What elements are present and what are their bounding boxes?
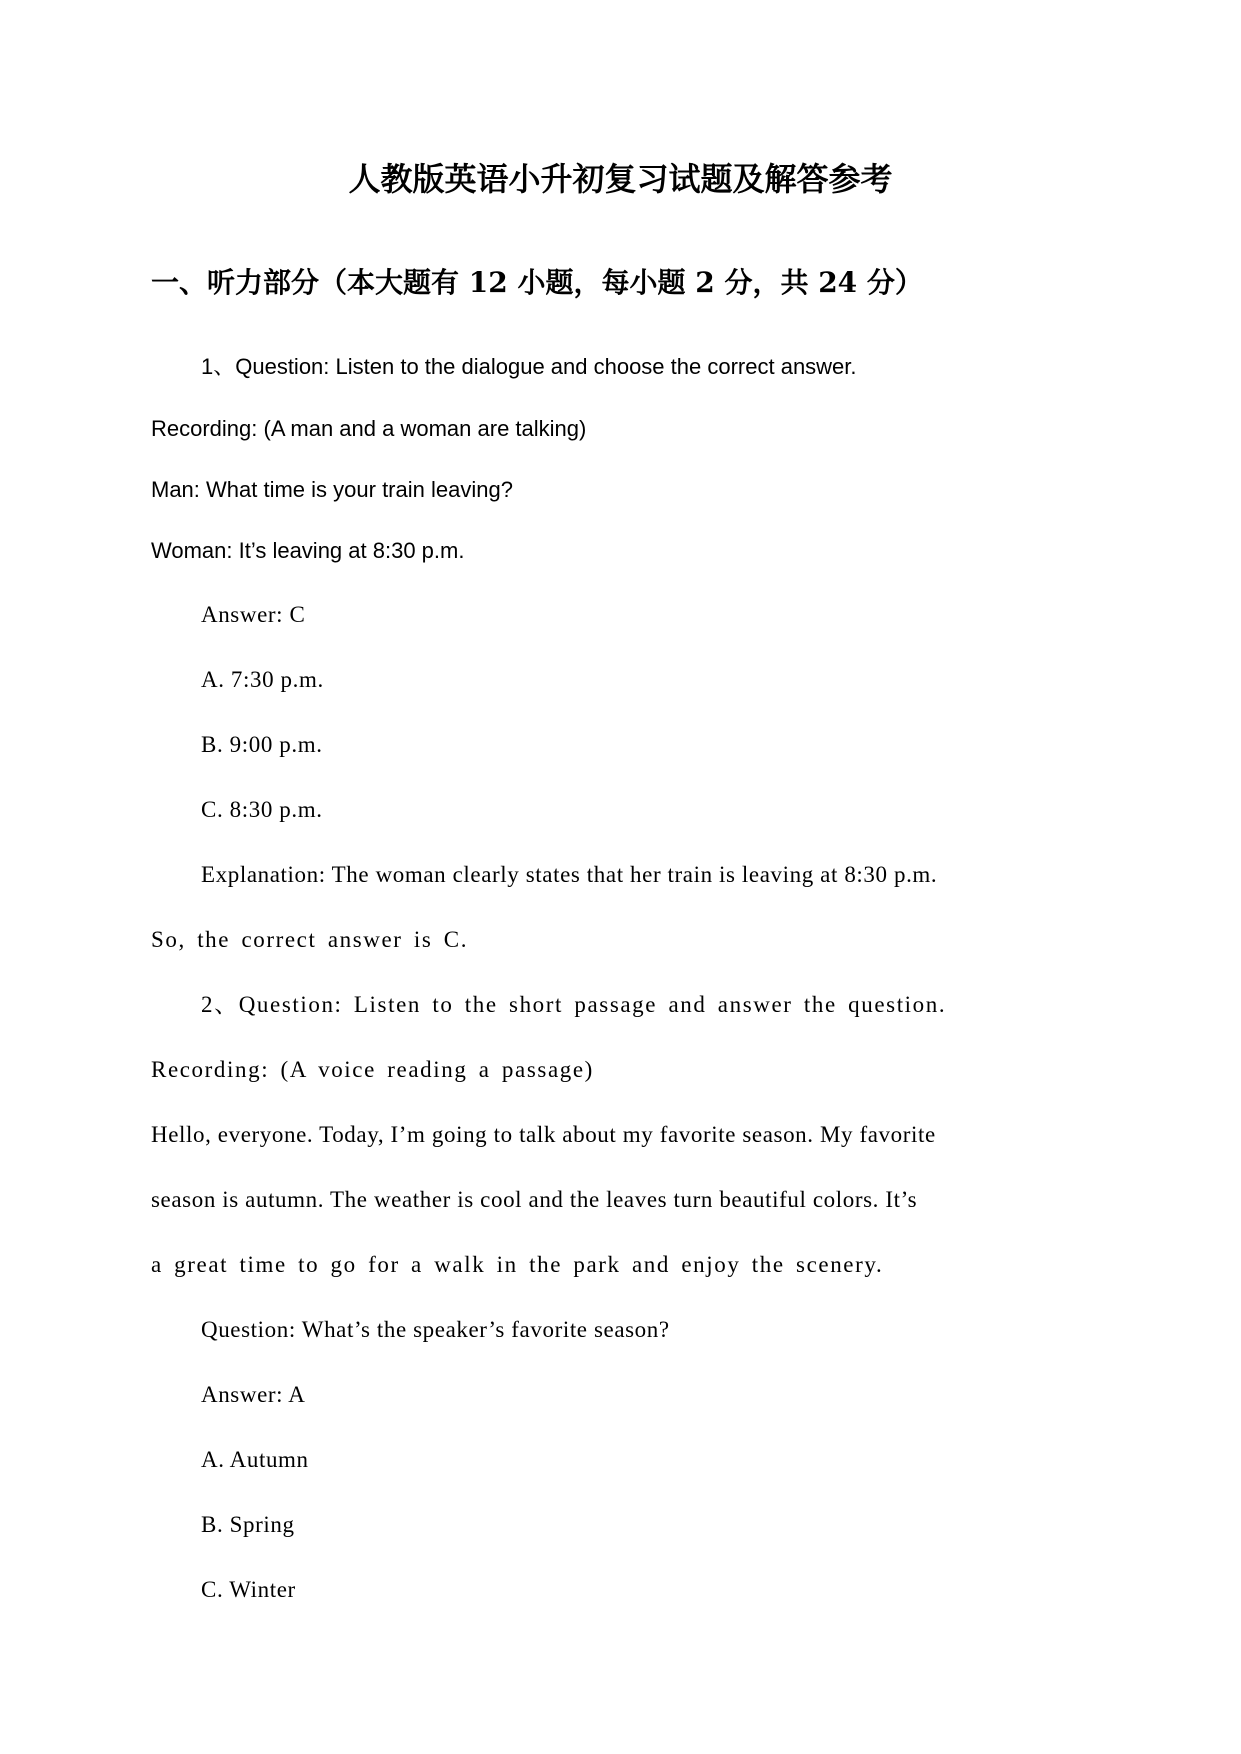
section-heading-listening: 一、听力部分（本大题有 12 小题，每小题 2 分，共 24 分） — [151, 266, 923, 299]
q2-sub-question: Question: What’s the speaker’s favorite season? — [201, 1317, 670, 1342]
q1-man-line: Man: What time is your train leaving? — [151, 477, 513, 502]
q1-explanation-line1: Explanation: The woman clearly states that her train is leaving at 8:30 p.m. — [201, 862, 938, 887]
q2-option-c: C. Winter — [201, 1577, 296, 1602]
q2-question: 2、Question: Listen to the short passage and answer the question. — [201, 992, 947, 1017]
q1-option-b: B. 9:00 p.m. — [201, 732, 323, 757]
q2-passage-line3: a great time to go for a walk in the park and enjoy the scenery. — [151, 1252, 884, 1277]
q2-recording: Recording: (A voice reading a passage) — [151, 1057, 594, 1082]
q1-question: 1、Question: Listen to the dialogue and choose the correct answer. — [201, 354, 857, 379]
q2-passage-line1: Hello, everyone. Today, I’m going to talk about my favorite season. My favorite — [151, 1122, 936, 1147]
q2-option-a: A. Autumn — [201, 1447, 309, 1472]
q1-recording: Recording: (A man and a woman are talking) — [151, 416, 587, 441]
q2-answer: Answer: A — [201, 1382, 306, 1407]
q2-option-b: B. Spring — [201, 1512, 295, 1537]
q1-woman-line: Woman: It’s leaving at 8:30 p.m. — [151, 538, 465, 563]
q1-answer: Answer: C — [201, 602, 306, 627]
document-title: 人教版英语小升初复习试题及解答参考 — [348, 160, 893, 198]
q1-option-a: A. 7:30 p.m. — [201, 667, 324, 692]
q2-passage-line2: season is autumn. The weather is cool and the leaves turn beautiful colors. It’s — [151, 1187, 918, 1212]
q1-option-c: C. 8:30 p.m. — [201, 797, 323, 822]
q1-explanation-line2: So, the correct answer is C. — [151, 927, 469, 952]
